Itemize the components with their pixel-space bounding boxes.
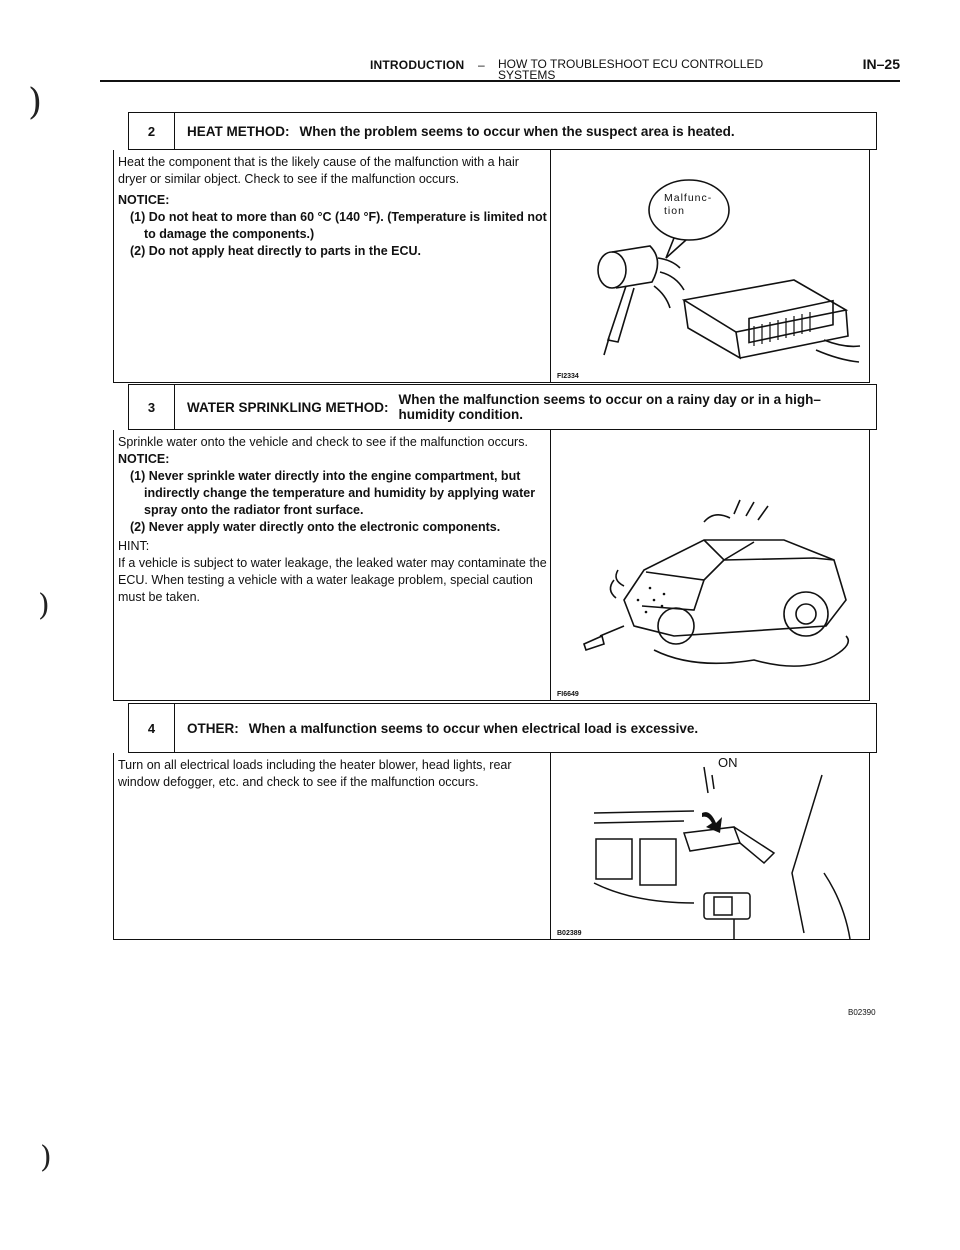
column-divider: [550, 150, 551, 382]
page-header: [100, 50, 900, 82]
notice-label: NOTICE:: [118, 452, 170, 466]
step-description: When a malfunction seems to occur when electrical load is excessive.: [248, 720, 699, 736]
hint-label: HINT:: [118, 539, 150, 553]
malfunction-label: Malfunc-tion: [664, 192, 713, 217]
heat-method-body: [113, 150, 870, 383]
figure-code: FI2334: [557, 373, 579, 380]
header-title-line2: SYSTEMS: [498, 68, 556, 82]
step-label: OTHER:: [187, 720, 239, 736]
water-method-body: [113, 430, 870, 701]
other-method-block: [113, 703, 875, 941]
step-heading: [187, 385, 868, 429]
car-sprinkling-illustration: [554, 430, 864, 700]
light-switch-illustration: [554, 753, 869, 939]
intro-text: Turn on all electrical loads including the heater blower, head lights, rear window defogger, etc. and check to see if the malfunction occurs.: [118, 758, 512, 789]
step-number: 3: [129, 385, 175, 429]
header-dash: –: [478, 58, 485, 72]
step-heading: [187, 704, 868, 752]
hair-dryer-ecu-illustration: [554, 150, 864, 382]
figure-code: B02389: [557, 930, 582, 937]
step-label: HEAT METHOD:: [187, 123, 290, 139]
car-figure: [554, 430, 869, 700]
on-label: ON: [718, 755, 738, 770]
notice-item: (2) Do not apply heat directly to parts in the ECU.: [130, 244, 422, 258]
step-text: [118, 757, 548, 791]
water-sprinkling-block: [113, 384, 875, 702]
step-description: When the malfunction seems to occur on a rainy day or in a high–humidity condition.: [398, 392, 821, 422]
notice-item: (2) Never apply water directly onto the electronic components.: [130, 520, 501, 534]
switch-figure: [554, 753, 869, 939]
other-method-body: [113, 753, 870, 940]
binder-mark: ): [40, 1140, 52, 1175]
header-title-line1: HOW TO TROUBLESHOOT ECU CONTROLLED: [498, 57, 764, 71]
intro-text: Heat the component that is the likely cause of the malfunction with a hair dryer or similar object. Check to see if the malfunction occurs.: [118, 155, 519, 186]
step-heading: [187, 113, 868, 149]
step-description: When the problem seems to occur when the suspect area is heated.: [299, 123, 735, 139]
figure-code: FI6649: [557, 691, 579, 698]
page-figure-code: B02390: [848, 1008, 876, 1017]
hint-text: If a vehicle is subject to water leakage, the leaked water may contaminate the ECU. When testing a vehicle with a water leakage problem, special caution must be taken.: [118, 556, 547, 604]
heat-method-bar: [128, 112, 877, 150]
intro-text: Sprinkle water onto the vehicle and check to see if the malfunction occurs.: [118, 435, 528, 449]
binder-mark: ): [38, 588, 50, 623]
step-number: 2: [129, 113, 175, 149]
step-number: 4: [129, 704, 175, 752]
column-divider: [550, 753, 551, 939]
heat-method-block: [113, 112, 875, 384]
step-label: WATER SPRINKLING METHOD:: [187, 399, 389, 415]
binder-mark: ): [28, 82, 43, 123]
step-text: [118, 434, 548, 606]
step-text: [118, 154, 548, 260]
notice-item: (1) Do not heat to more than 60 °C (140 °F). (Temperature is limited not to damage the components.): [130, 210, 547, 241]
hair-dryer-figure: [554, 150, 869, 382]
column-divider: [550, 430, 551, 700]
other-method-bar: [128, 703, 877, 753]
notice-item: (1) Never sprinkle water directly into the engine compartment, but indirectly change the temperature and humidity by applying water spray onto the radiator front surface.: [130, 469, 536, 517]
water-method-bar: [128, 384, 877, 430]
section-name: INTRODUCTION: [370, 58, 465, 72]
notice-label: NOTICE:: [118, 193, 170, 207]
page-number: IN–25: [862, 56, 900, 72]
